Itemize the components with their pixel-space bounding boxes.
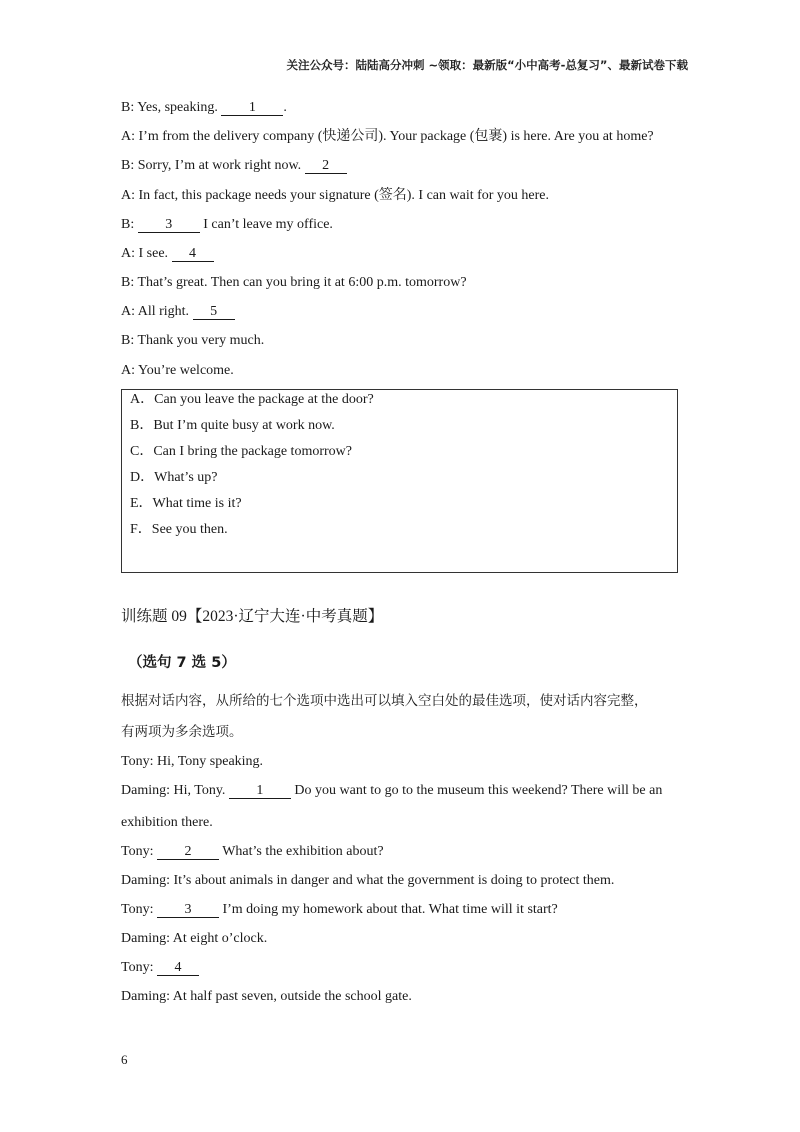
dialogue-line: Daming: At eight o’clock. (121, 931, 268, 946)
option-item: B．But I’m quite busy at work now. (130, 418, 335, 433)
exercise-subtitle: （选句 7 选 5） (128, 655, 236, 671)
answer-blank: 3 (138, 217, 200, 233)
line-text: B: (121, 217, 135, 232)
option-item: F．See you then. (130, 522, 228, 537)
dialogue-line (121, 303, 235, 321)
line-text: Tony: (121, 902, 154, 917)
line-text: What’s the exhibition about? (222, 844, 384, 859)
line-text: . (283, 100, 287, 115)
dialogue-line: A: You’re welcome. (121, 363, 234, 378)
answer-blank: 4 (172, 246, 214, 262)
answer-blank: 2 (157, 844, 219, 860)
instruction-text: 有两项为多余选项。 (121, 724, 243, 740)
answer-blank: 4 (157, 960, 199, 976)
page-header: 关注公众号：陆陆高分冲刺 ~领取：最新版“小中高考-总复习”、最新试卷下载 (286, 58, 688, 72)
dialogue-line: B: That’s great. Then can you bring it at 6:00 p.m. tomorrow? (121, 275, 467, 290)
options-box (121, 389, 678, 573)
line-text: A: I see. (121, 246, 169, 261)
page-number: 6 (121, 1052, 128, 1067)
dialogue-line: A: I’m from the delivery company (快递公司). Your package (包裹) is here. Are you at home? (121, 129, 654, 144)
instruction-text: 根据对话内容，从所给的七个选项中选出可以填入空白处的最佳选项，使对话内容完整， (121, 693, 648, 709)
dialogue-line (121, 99, 287, 117)
answer-blank: 1 (221, 100, 283, 116)
line-text: Tony: (121, 844, 154, 859)
answer-blank: 3 (157, 902, 219, 918)
dialogue-line: B: Thank you very much. (121, 333, 265, 348)
answer-blank: 5 (193, 304, 235, 320)
dialogue-line (121, 157, 347, 175)
answer-blank: 2 (305, 158, 347, 174)
line-text: I’m doing my homework about that. What time will it start? (222, 902, 558, 917)
exercise-title: 训练题 09【2023·辽宁大连·中考真题】 (121, 608, 384, 625)
dialogue-line (121, 843, 384, 861)
answer-blank: 1 (229, 783, 291, 799)
line-text: B: Yes, speaking. (121, 100, 218, 115)
dialogue-line (121, 901, 558, 919)
dialogue-line: Daming: It’s about animals in danger and what the government is doing to protect them. (121, 873, 615, 888)
dialogue-line: Daming: At half past seven, outside the school gate. (121, 989, 412, 1004)
line-text: Do you want to go to the museum this weekend? There will be an (294, 783, 663, 798)
dialogue-line (121, 959, 199, 977)
line-text: A: All right. (121, 304, 190, 319)
dialogue-line: exhibition there. (121, 815, 213, 830)
line-text: B: Sorry, I’m at work right now. (121, 158, 302, 173)
dialogue-line (121, 782, 662, 800)
option-item: D．What’s up? (130, 470, 218, 485)
dialogue-line (121, 216, 333, 234)
dialogue-line (121, 245, 214, 263)
option-item: A．Can you leave the package at the door? (130, 392, 374, 407)
option-item: E．What time is it? (130, 496, 242, 511)
line-text: I can’t leave my office. (203, 217, 333, 232)
option-item: C．Can I bring the package tomorrow? (130, 444, 352, 459)
line-text: Daming: Hi, Tony. (121, 783, 226, 798)
dialogue-line: Tony: Hi, Tony speaking. (121, 754, 264, 769)
dialogue-line: A: In fact, this package needs your signature (签名). I can wait for you here. (121, 188, 550, 203)
line-text: Tony: (121, 960, 154, 975)
